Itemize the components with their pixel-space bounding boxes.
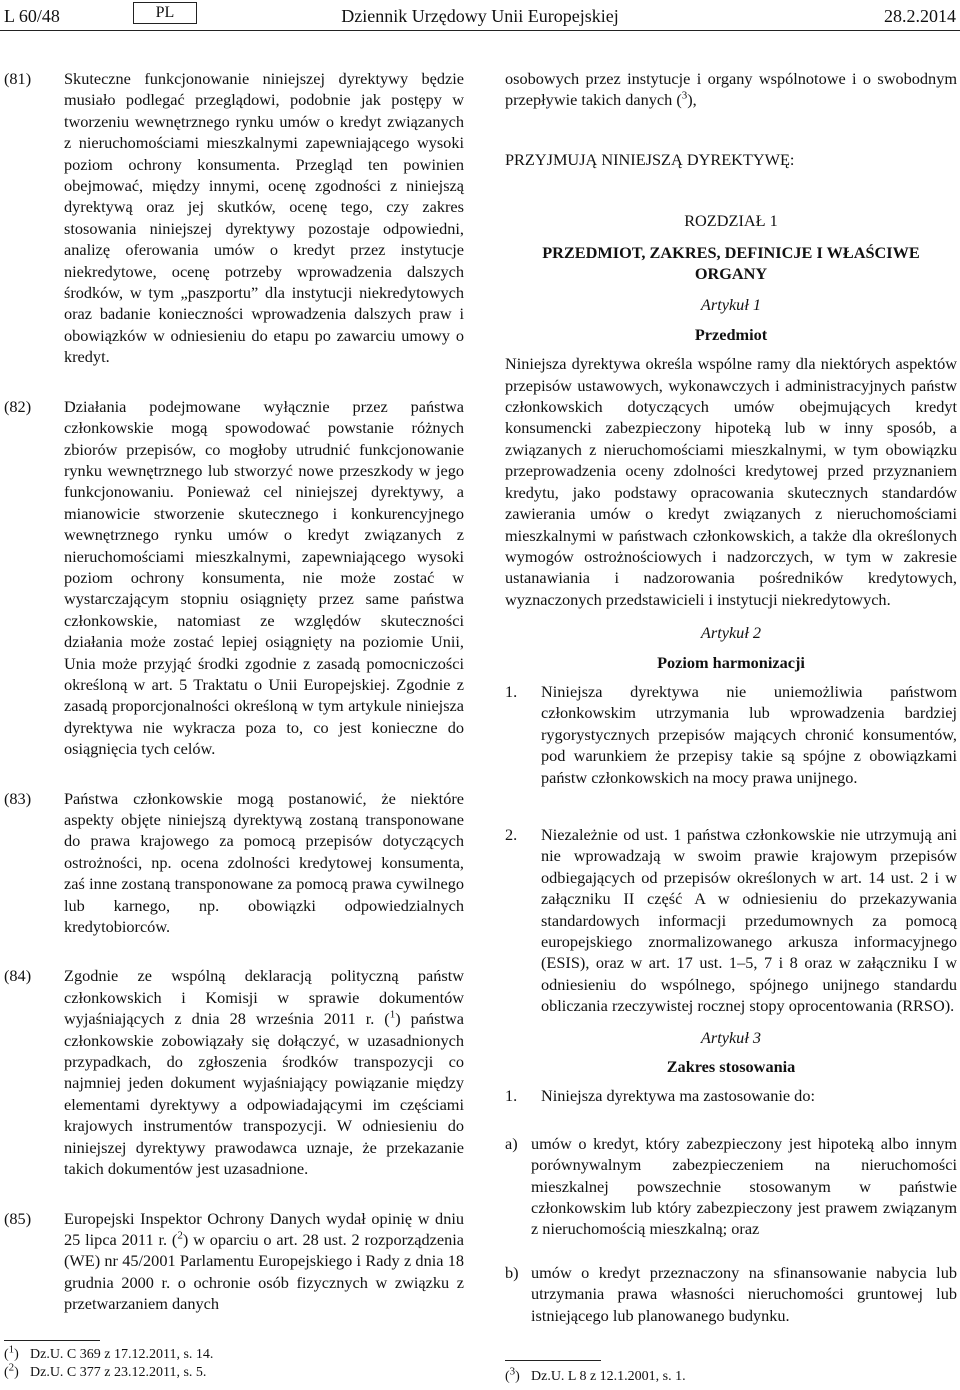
footnote xyxy=(4,1343,214,1364)
footnote-mark: ($^2$) xyxy=(4,1361,19,1380)
recital-text: Skuteczne funkcjonowanie niniejszej dyrektywy będzie musiało podlegać przeglądowi, podobnie jak postępy w tworzeniu wewnętrznego rynku umów o kredyt związanych z nieruchomościami mieszkalnymi zapewniającego wysoki poziom ochrony konsumenta. Przegląd ten powinien obejmować, między innymi, ocenę zgodności z niniejszą dyrektywą oraz jej skutków, ocenę tego, czy zakres stosowania niniejszej dyrektywy pozostaje odpowiedni, analizę oferowania umów o kredyt przez instytucje niekredytowe, ocenę potrzeby wprowadzenia dalszych środków, w tym „paszportu” dla instytucji niekredytowych oraz badanie konieczności wprowadzenia dalszych praw i obowiązków w odniesieniu do etapu po zawarciu umowy o kredyt. xyxy=(64,69,464,367)
recital-number: (81) xyxy=(4,69,32,88)
publication-date: 28.2.2014 xyxy=(884,6,956,26)
chapter-title: PRZEDMIOT, ZAKRES, DEFINICJE I WŁAŚCIWE ORGANY xyxy=(542,242,920,284)
recital-number: (83) xyxy=(4,788,32,808)
recital-number: (85) xyxy=(4,1208,32,1228)
list-item-text: umów o kredyt, który zabezpieczony jest hipoteką albo innym porównywalnym zabezpieczeniem na nieruchomości mieszkalnej powszechnie stosowanym w państwie członkowskim lub który zabezpieczony jest prawem związanym z nieruchomością mieszkalną; oraz xyxy=(531,1133,957,1239)
footnotes-left xyxy=(4,1343,214,1382)
language-badge: PL xyxy=(133,2,197,24)
list-item-marker: b) xyxy=(505,1262,519,1282)
article-label: Artykuł 2 xyxy=(700,623,762,643)
footnote xyxy=(505,1365,686,1386)
list-item-marker: a) xyxy=(505,1133,518,1153)
footnote-text: Dz.U. C 369 z 17.12.2011, s. 14. xyxy=(30,1347,214,1362)
recital-text-part: ) w oparciu o art. 28 ust. 2 rozporządzenia (WE) nr 45/2001 Parlamentu Europejskiego i Rady z dnia 18 grudnia 2000 r. o ochronie osób fizycznych w związku z przetwarzaniem danych xyxy=(64,1229,464,1314)
footnote-divider xyxy=(505,1360,601,1361)
article-paragraph xyxy=(505,681,957,788)
recital xyxy=(4,965,464,1179)
list-item xyxy=(505,1133,957,1240)
footnote-mark: ($^3$) xyxy=(505,1365,520,1384)
recital-text-part: Europejski Inspektor Ochrony Danych wydał opinię w dniu 25 lipca 2011 r. ( xyxy=(64,1208,464,1249)
recital-number: (82) xyxy=(4,396,32,416)
article-paragraph xyxy=(505,1085,957,1106)
recital-text-part: Zgodnie ze wspólną deklaracją polityczną państw członkowskich i Komisji w sprawie dokumentów wyjaśniających z dnia 28 września 2011 r. ( xyxy=(64,966,464,1029)
recital-text: Działania podejmowane wyłącznie przez państwa członkowskie mogą spowodować powstanie różnych zbiorów przepisów, co mogłoby utrudnić funkcjonowanie rynku wewnętrznego lub stworzyć nowe przeszkody w jego funkcjonowaniu. Ponieważ cel niniejszej dyrektywy, a mianowicie stworzenie skutecznego i konkurencyjnego wewnętrznego rynku umów o kredyt związanych z nieruchomościami mieszkalnymi, zapewniającego wysoki poziom ochrony konsumenta, nie może zostać w wystarczającym stopniu osiągnięty przez same państwa członkowskie, natomiast ze względów skuteczności działania może zostać lepiej osiągnięty na poziomie Unii, Unia może przyjąć środki zgodnie z zasadą pomocniczości określoną w art. 5 Traktatu o Unii Europejskiej. Zgodnie z zasadą proporcjonalności określoną w tym artykule niniejsza dyrektywa nie wykracza poza to, co jest konieczne do osiągnięcia tych celów. xyxy=(64,396,464,759)
recital-text-part: ) państwa członkowskie zobowiązały się dołączyć, w uzasadnionych przypadkach, do zgłoszenia środków transpozycji co najmniej jeden dokument wyjaśniający powiązanie między elementami dyrektywy a odpowiadającymi im częściami krajowych instrumentów transpozycji. W odniesieniu do niniejszej dyrektywy prawodawca uznaje, że przekazanie takich dokumentów jest uzasadnione. xyxy=(64,1009,464,1179)
journal-title: Dziennik Urzędowy Unii Europejskiej xyxy=(341,6,619,26)
continued-text-part: ), xyxy=(687,90,697,110)
paragraph-text: Niezależnie od ust. 1 państwa członkowskie nie utrzymują ani nie wprowadzają w swoim prawie krajowym przepisów odbiegających od przepisów określonych w art. 14 ust. 2 i w załączniku II część A w odniesieniu do przekazywania standardowych informacji przedumownych za pomocą europejskiego znormalizowanego arkusza informacyjnego (ESIS), oraz w art. 17 ust. 1–5, 7 i 8 oraz w załączniku I w odniesieniu do wspólnego, spójnego unijnego standardu obliczania rzeczywistej rocznej stopy oprocentowania (RRSO). xyxy=(541,824,957,1016)
footnote-ref[interactable]: 1 xyxy=(389,1008,396,1021)
article-label: Artykuł 3 xyxy=(700,1027,762,1047)
recital xyxy=(4,1208,464,1315)
footnotes-right xyxy=(505,1365,686,1386)
footnote-text: Dz.U. C 377 z 23.12.2011, s. 5. xyxy=(30,1365,207,1380)
recital-text xyxy=(64,1208,464,1315)
recital xyxy=(4,68,464,368)
footnote-mark: ($^1$) xyxy=(4,1343,19,1362)
page-number: L 60/48 xyxy=(4,6,60,26)
paragraph-number: 2. xyxy=(505,824,518,844)
footnote-number: 3 xyxy=(509,1365,516,1378)
continued-text-part: osobowych przez instytucje i organy wspólnotowe i o swobodnym przepływie takich danych ( xyxy=(505,69,957,110)
article-paragraph xyxy=(505,824,957,1017)
recital xyxy=(4,396,464,760)
footnote-ref[interactable]: 2 xyxy=(177,1229,183,1242)
footnote xyxy=(4,1361,213,1382)
paragraph-number: 1. xyxy=(505,681,518,701)
paragraph-text: Niniejsza dyrektywa nie uniemożliwia państwom członkowskim utrzymania lub wprowadzenia bardziej rygorystycznych przepisów mających chronić konsumentów, pod warunkiem że przepisy takie są spójne z obowiązkami państw członkowskich na mocy prawa unijnego. xyxy=(541,681,957,787)
article-title: Poziom harmonizacji xyxy=(657,652,805,672)
paragraph-number: 1. xyxy=(505,1086,518,1106)
article-title: Przedmiot xyxy=(694,324,768,344)
footnote-number: 1 xyxy=(8,1343,15,1356)
paragraph-text: Niniejsza dyrektywa ma zastosowanie do: xyxy=(541,1086,815,1106)
recital-text: Państwa członkowskie mogą postanowić, że niektóre aspekty objęte niniejszą dyrektywą zostaną transponowane do prawa krajowego za pomocą przepisów dotyczących ostrożności, np. ocena zdolności kredytowej konsumenta, zaś inne zostaną transponowane za pomocą prawa cywilnego lub karnego, np. obowiązki odpowiedzialnych kredytobiorców. xyxy=(64,788,464,937)
page-header xyxy=(0,0,960,31)
footnote-text: Dz.U. L 8 z 12.1.2001, s. 1. xyxy=(531,1369,686,1384)
adoption-formula: PRZYJMUJĄ NINIEJSZĄ DYREKTYWĘ: xyxy=(505,149,795,169)
chapter-label: ROZDZIAŁ 1 xyxy=(684,211,778,231)
list-item-text: umów o kredyt przeznaczony na sfinansowanie nabycia lub utrzymania prawa własności nieruchomości gruntowej lub istniejącego lub planowanego budynku. xyxy=(531,1262,957,1325)
right-column xyxy=(505,68,957,1348)
footnote-ref[interactable]: 3 xyxy=(681,89,688,102)
recital xyxy=(4,788,464,938)
article-title: Zakres stosowania xyxy=(666,1057,796,1077)
left-column xyxy=(4,68,464,1343)
footnote-divider xyxy=(4,1340,100,1341)
article-text: Niniejsza dyrektywa określa wspólne ramy dla niektórych aspektów przepisów ustawowych, wykonawczych i administracyjnych państw członkowskich dotyczących umów obejmujących kredyt konsumencki zabezpieczony hipoteką lub w inny sposób, a związanych z nieruchomościami mieszkalnymi, w tym obowiązku przeprowadzenia oceny zdolności kredytowej przed przyznaniem kredytu, jako podstawy opracowania skutecznych standardów zawierania umów o kredyt związanych z nieruchomościami mieszkalnymi w państwach członkowskich, a także dla określonych wymogów ostrożnościowych i nadzorczych, w tym w zakresie ustanawiania i nadzorowania pośredników kredytowych, wyznaczonych przedstawicieli i instytucji niekredytowych. xyxy=(505,354,957,609)
recital-number: (84) xyxy=(4,966,32,986)
continued-text xyxy=(505,68,957,111)
article-label: Artykuł 1 xyxy=(700,295,762,315)
list-item xyxy=(505,1262,957,1326)
recital-text xyxy=(64,965,464,1179)
footnote-number: 2 xyxy=(8,1361,15,1374)
